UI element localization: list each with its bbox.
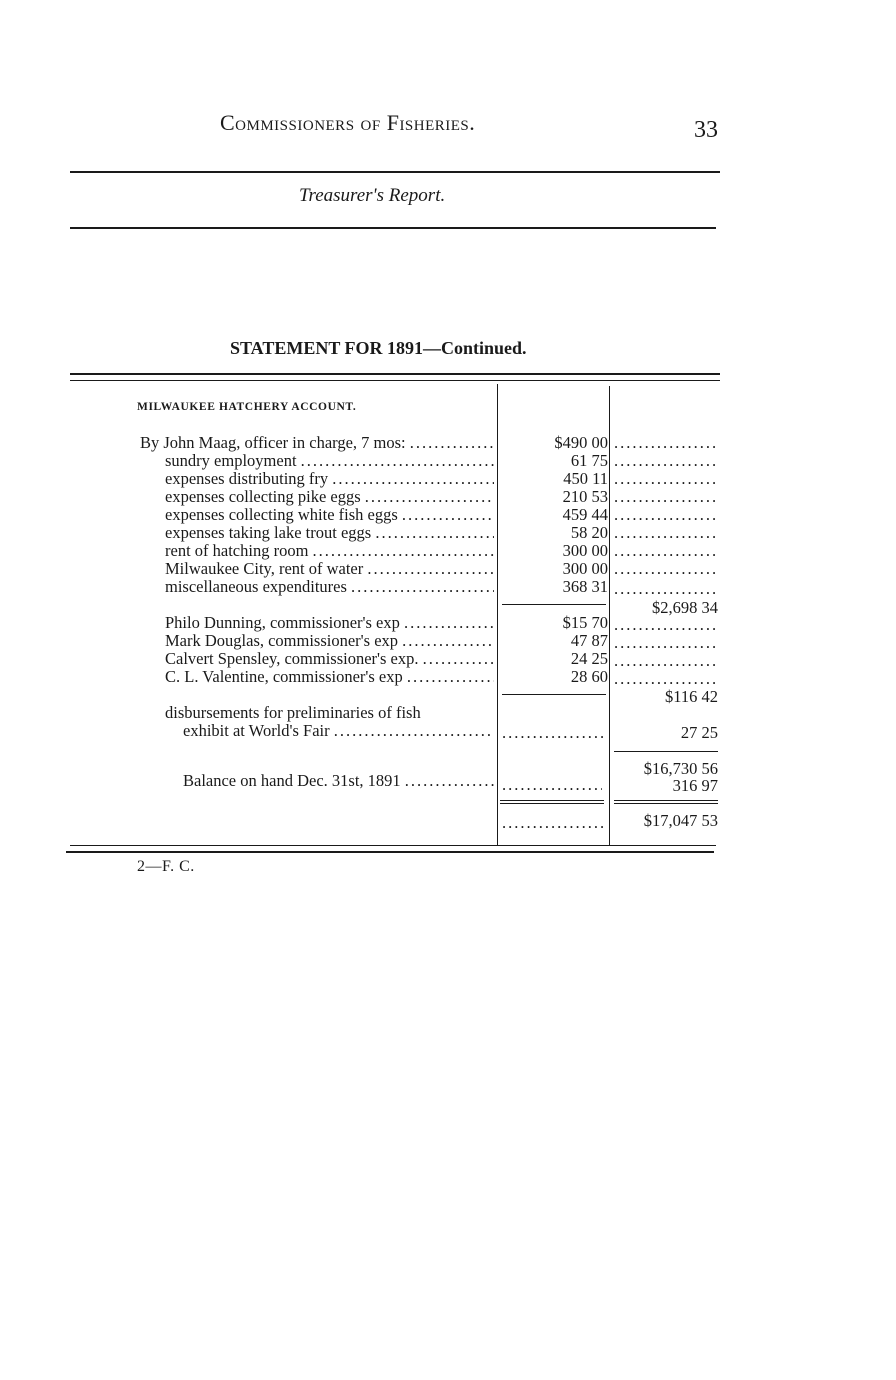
dot-leader [614,634,718,652]
table-top-rule-2 [70,380,720,381]
ledger-row-amount: 300 00 [562,541,608,560]
report-subtitle: Treasurer's Report. [299,185,446,206]
balance-label: Balance on hand Dec. 31st, 1891 ..... [183,772,494,790]
running-title: Commissioners of Fisheries. [220,110,476,135]
ledger-row-amount: 450 11 [563,469,608,488]
statement-title: STATEMENT FOR 1891—Continued. [230,338,527,358]
dot-leader [502,814,606,832]
ledger-row-amount: $490 00 [554,433,608,452]
commissioner-row-label: Calvert Spensley, commissioner's exp. ..... [165,650,494,668]
worlds-fair-amount: 27 25 [680,723,718,742]
total-rule-col2-b [614,803,718,804]
ledger-row-amount: 58 20 [570,523,608,542]
subtotal-amount: $16,730 56 [643,759,718,778]
ledger-row-label: expenses collecting white fish eggs ..... [165,506,494,524]
header-rule-top [70,171,720,173]
dot-leader [614,506,718,524]
ledger-row-label: expenses taking lake trout eggs ..... [165,524,494,542]
dot-leader [614,580,718,598]
dot-leader [614,670,718,688]
ledger-row-label: sundry employment ..... [165,452,494,470]
column-divider-1 [497,384,498,846]
table-top-rule-1 [70,373,720,375]
commissioner-row-label: C. L. Valentine, commissioner's exp ..... [165,668,494,686]
commissioner-row-amount: 47 87 [570,631,608,650]
worlds-fair-label-line1: disbursements for preliminaries of fish [165,704,421,722]
section-heading: MILWAUKEE HATCHERY ACCOUNT. [137,401,357,413]
dot-leader [502,724,606,742]
total-rule-col2-a [614,800,718,801]
commissioner-row-amount: $15 70 [562,613,608,632]
ledger-row-amount: 61 75 [570,451,608,470]
ledger-row-label: Milwaukee City, rent of water ..... [165,560,494,578]
ledger-row-label: miscellaneous expenditures ..... [165,578,494,596]
signature-mark: 2—F. C. [137,858,195,875]
dot-leader [614,560,718,578]
total-rule-col1-a [500,800,604,801]
dot-leader [614,524,718,542]
dot-leader [502,776,602,794]
commissioner-row-amount: 24 25 [570,649,608,668]
ledger-row-amount: 210 53 [562,487,608,506]
ledger-row-label: rent of hatching room ..... [165,542,494,560]
ledger-row-amount: 300 00 [562,559,608,578]
balance-amount: 316 97 [672,776,718,795]
dot-leader [614,452,718,470]
total-rule-col1-b [500,803,604,804]
commissioner-row-label: Mark Douglas, commissioner's exp ..... [165,632,494,650]
ledger-row-label: By John Maag, officer in charge, 7 mos: ..... [140,434,494,452]
grand-total: $17,047 53 [643,811,718,830]
table-bottom-rule-1 [70,845,716,846]
commissioners-total: $116 42 [664,687,718,706]
dot-leader [614,470,718,488]
subtotal-rule-main [614,751,718,752]
dot-leader [614,652,718,670]
commissioner-row-amount: 28 60 [570,667,608,686]
worlds-fair-label-line2: exhibit at World's Fair ..... [183,722,494,740]
dot-leader [614,434,718,452]
table-bottom-rule-2 [66,851,714,853]
header-rule-bottom [70,227,716,229]
dot-leader [614,616,718,634]
hatchery-total: $2,698 34 [652,598,718,617]
ledger-row-label: expenses distributing fry ..... [165,470,494,488]
ledger-row-label: expenses collecting pike eggs ..... [165,488,494,506]
column-divider-2 [609,386,610,846]
subtotal-rule-hatchery [502,604,606,605]
dot-leader [614,542,718,560]
ledger-row-amount: 459 44 [562,505,608,524]
commissioner-row-label: Philo Dunning, commissioner's exp ..... [165,614,494,632]
page-number: 33 [694,117,718,143]
ledger-row-amount: 368 31 [562,577,608,596]
dot-leader [614,488,718,506]
subtotal-rule-commissioners [502,694,606,695]
